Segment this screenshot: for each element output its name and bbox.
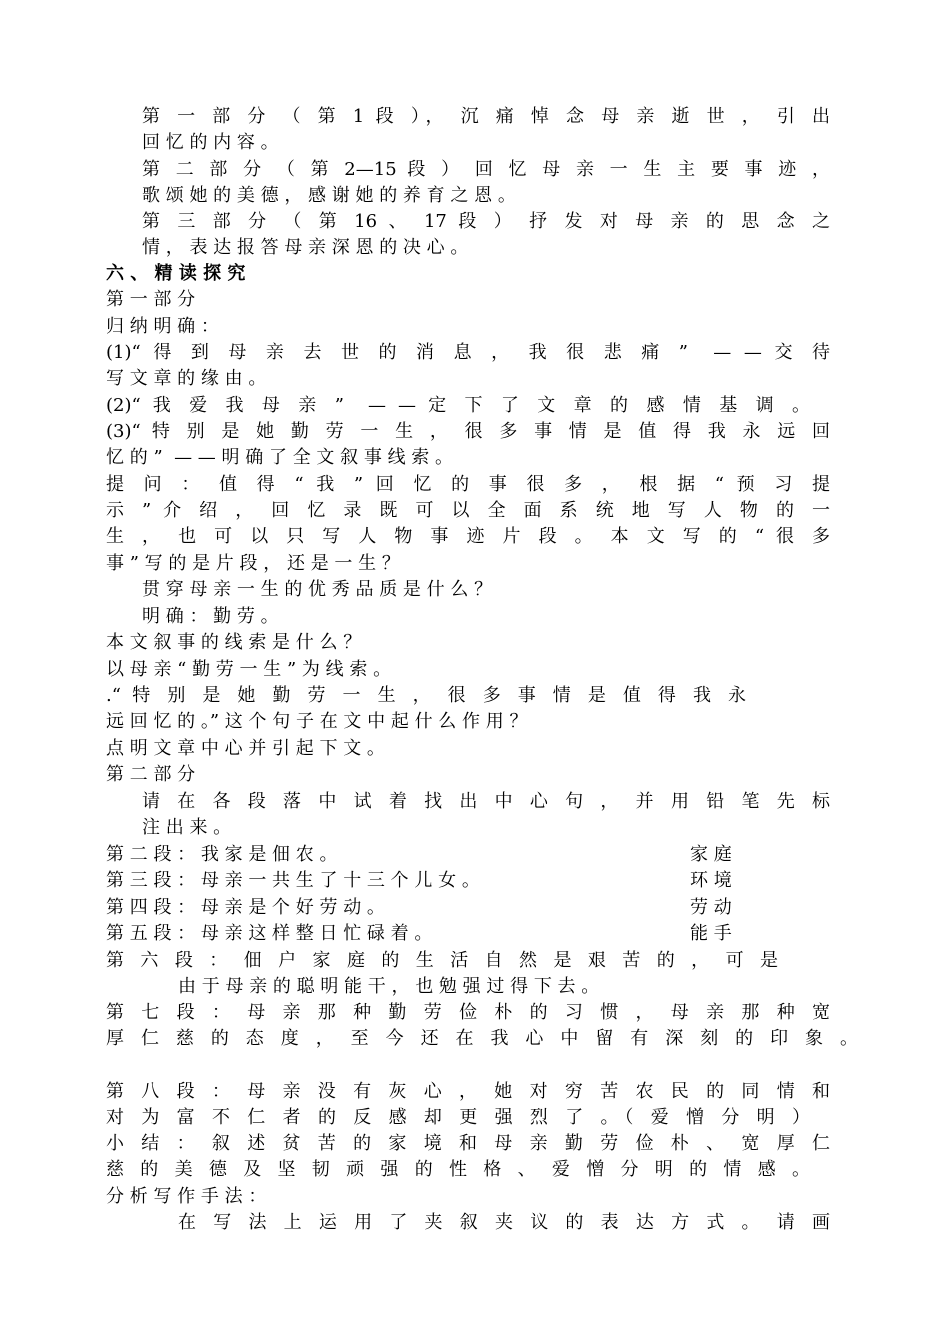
text-line: 注 出 来 。 (142, 817, 232, 838)
text-line: .“ 特 别 是 她 勤 劳 一 生 ， 很 多 事 情 是 值 得 我 永 (106, 685, 746, 706)
text-line: 对 为 富 不 仁 者 的 反 感 却 更 强 烈 了 。（ 爱 憎 分 明 ） (106, 1107, 810, 1128)
text-line: 第 八 段 ： 母 亲 没 有 灰 心 ， 她 对 穷 苦 农 民 的 同 情 和 (106, 1081, 830, 1102)
text-line: 回 忆 的 内 容 。 (142, 132, 279, 153)
section-heading: 六 、 精 读 探 究 (106, 263, 246, 284)
text-line: 第 一 部 分 （ 第 1 段 ）， 沉 痛 悼 念 母 亲 逝 世 ， 引 出 (142, 106, 830, 127)
side-note: 环 境 (690, 870, 732, 891)
text-line: 事 ” 写 的 是 片 段 ， 还 是 一 生 ？ (106, 553, 400, 574)
text-line: 请 在 各 段 落 中 试 着 找 出 中 心 句 ， 并 用 铅 笔 先 标 (142, 791, 830, 812)
text-line: 归 纳 明 确 ： (106, 316, 219, 337)
text-line: 写 文 章 的 缘 由 。 (106, 368, 267, 389)
text-line: 第 二 部 分 （ 第 2—15 段 ） 回 忆 母 亲 一 生 主 要 事 迹 ， (142, 159, 830, 180)
text-line: (2)“ 我 爱 我 母 亲 ” — — 定 下 了 文 章 的 感 情 基 调 。 (106, 395, 810, 416)
text-line: 第 五 段 ： 母 亲 这 样 整 日 忙 碌 着 。 (106, 923, 433, 944)
side-note: 家 庭 (690, 844, 732, 865)
text-line: 贯 穿 母 亲 一 生 的 优 秀 品 质 是 什 么 ？ (142, 579, 493, 600)
text-line: 第 六 段 ： 佃 户 家 庭 的 生 活 自 然 是 艰 苦 的 ， 可 是 (106, 950, 778, 971)
side-note: 劳 动 (690, 897, 732, 918)
text-line: 本 文 叙 事 的 线 索 是 什 么 ？ (106, 632, 362, 653)
text-line: 由 于 母 亲 的 聪 明 能 干 ， 也 勉 强 过 得 下 去 。 (178, 976, 600, 997)
text-line: 第 三 段 ： 母 亲 一 共 生 了 十 三 个 儿 女 。 (106, 870, 480, 891)
text-line: 第 二 部 分 (106, 764, 196, 785)
text-line: 情 ， 表 达 报 答 母 亲 深 恩 的 决 心 。 (142, 237, 469, 258)
text-line: 慈 的 美 德 及 坚 韧 顽 强 的 性 格 、 爱 憎 分 明 的 情 感 。 (106, 1159, 810, 1180)
text-line: 提 问 ： 值 得 “ 我 ” 回 忆 的 事 很 多 ， 根 据 “ 预 习 提 (106, 474, 830, 495)
text-line: 第 七 段 ： 母 亲 那 种 勤 劳 俭 朴 的 习 惯 ， 母 亲 那 种 宽 (106, 1002, 830, 1023)
text-line: 分 析 写 作 手 法 ： (106, 1186, 267, 1207)
text-line: 厚 仁 慈 的 态 度 ， 至 今 还 在 我 心 中 留 有 深 刻 的 印 象 。 (106, 1028, 858, 1049)
text-line: (1)“ 得 到 母 亲 去 世 的 消 息 ， 我 很 悲 痛 ” — — 交 待 (106, 342, 830, 363)
text-line: 在 写 法 上 运 用 了 夹 叙 夹 议 的 表 达 方 式 。 请 画 (178, 1212, 830, 1233)
text-line: 第 一 部 分 (106, 289, 196, 310)
side-note: 能 手 (690, 923, 732, 944)
text-line: 第 四 段 ： 母 亲 是 个 好 劳 动 。 (106, 897, 385, 918)
text-line: 小 结 ： 叙 述 贫 苦 的 家 境 和 母 亲 勤 劳 俭 朴 、 宽 厚 仁 (106, 1133, 830, 1154)
text-line: 点 明 文 章 中 心 并 引 起 下 文 。 (106, 738, 385, 759)
text-line: 明 确 ： 勤 劳 。 (142, 606, 279, 627)
text-line: 歌 颂 她 的 美 德 ， 感 谢 她 的 养 育 之 恩 。 (142, 185, 516, 206)
text-line: (3)“ 特 别 是 她 勤 劳 一 生 ， 很 多 事 情 是 值 得 我 永 远 回 (106, 421, 830, 442)
text-line: 忆 的 ” — — 明 确 了 全 文 叙 事 线 索 。 (106, 447, 454, 468)
text-line: 第 三 部 分 （ 第 16 、 17 段 ） 抒 发 对 母 亲 的 思 念 之 (142, 211, 830, 232)
text-line: 第 二 段 ： 我 家 是 佃 农 。 (106, 844, 338, 865)
text-line: 生 ， 也 可 以 只 写 人 物 事 迹 片 段 。 本 文 写 的 “ 很 多 (106, 526, 830, 547)
text-line: 以 母 亲 “ 勤 劳 一 生 ” 为 线 索 。 (106, 659, 392, 680)
text-line: 示 ” 介 绍 ， 回 忆 录 既 可 以 全 面 系 统 地 写 人 物 的 一 (106, 500, 830, 521)
text-line: 远 回 忆 的 。” 这 个 句 子 在 文 中 起 什 么 作 用 ？ (106, 711, 528, 732)
